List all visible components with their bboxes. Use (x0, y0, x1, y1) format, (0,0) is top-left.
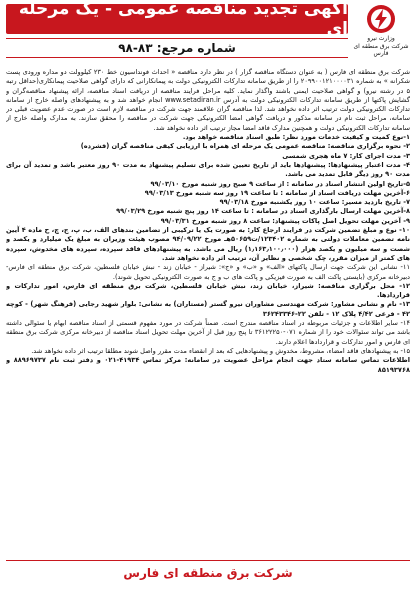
item-13: ۱۳- نام و نشانی مشاور: شرکت مهندسی مشاوران نیرو گستر (مستاران) به نشانی: بلوار شهید رجایی (فرهنگ شهر) - کوچه ۴۲ - فرعی ۴/۴۲ پلاک ۱۲ - تلفن ۲۲-۳۶۲۴۳۳۴۶ (6, 300, 410, 318)
page-title: آگهی تجدید مناقصه عمومی - یک مرحله ای (6, 4, 348, 34)
item-15: ۱۵- به پیشنهادهای فاقد امضاء، مشروط، مخدوش و پیشنهادهایی که بعد از انقضاء مدت مقرر واصل شوند مطلقا ترتیب اثر داده نخواهد شد. (31, 346, 410, 355)
item-7: ۷- تاریخ بازدید مسیر: ساعت ۱۰ روز یکشنبه مورخ ۹۹/۰۳/۱۸ (219, 198, 410, 207)
reference-number: شماره مرجع: ۸۳-۹۸ (6, 38, 348, 58)
logo-text-line1: وزارت نیرو (367, 35, 395, 42)
company-logo (352, 4, 410, 60)
logo-text-line2: شرکت برق منطقه ای فارس (353, 43, 409, 57)
item-9: ۹- آخرین مهلت تحویل اصل پاکات پیشنهاد: ساعت ۸ روز شنبه مورخ ۹۹/۰۳/۳۱ (160, 216, 410, 225)
intro-paragraph: شرکت برق منطقه ای فارس ( به عنوان دستگاه مناقصه گزار ) در نظر دارد مناقصه « احداث فونداسیون خط ۲۳۰ کیلوولت دو مداره ورودی پست شکرانه » به شماره ۲۰۹۹۰۰۱۲۱۰۰۰۰۳۱ را از طریق سامانه تدارکات الکترونیکی دولت به پیمانکارانی که دارای گواهی صلاحیت پیمانکاری(حداقل رتبه ۵ در رشته نیرو) و گواهی صلاحیت ایمنی باشند واگذار نماید. کلیه مراحل فرایند مناقصه از دریافت اسناد مناقصه، ارائه پیشنهاد مناقصه‌گران و گشایش پاکتها از طریق سامانه تدارکات الکترونیکی دولت به آدرس www.setadiran.ir انجام خواهد شد و به پیشنهادهای واصله خارج از سامانه تدارکات الکترونیکی دولت ترتیب اثر داده نخواهد شد. لذا مناقصه گران علاقمند جهت شرکت در مناقصه لازم است در صورت عدم عضویت قبلی در سامانه، مراحل ثبت نام در سامانه مذکور و دریافت گواهی امضا الکترونیکی جهت شرکت در مناقصه را محقق سازند. به مدارک واصله خارج از سامانه تدارکات الکترونیکی دولت و همچنین مدارک فاقد امضا مجاز ترتیب اثر داده نخواهد شد. (6, 68, 410, 132)
electric-company-logo-icon (366, 4, 396, 34)
item-2: ۲- نحوه برگزاری مناقصه: مناقصه عمومی یک مرحله ای همراه با ارزیابی کیفی مناقصه گران (فشرده) (80, 142, 410, 151)
item-14: ۱۴- سایر اطلاعات و جزئیات مربوطه در اسناد مناقصه مندرج است. ضمناً شرکت در مورد مفهوم قسمتی از اسناد مناقصه ابهام یا سئوالی داشته باشد می تواند سئوالات خود را از شماره ۰۷۱-۳۶۱۲۲۲۵۰ تا پنج روز قبل از آخرین مهلت تحویل اسناد مناقصه از دبیرخانه مرکزی شرکت برق منطقه ای فارس و امور تدارکات و قراردادها اعلام دارند. (6, 319, 410, 346)
item-10: ۱۰- نوع و مبلغ تضمین شرکت در فرایند ارجاع کار: به صورت یک یا ترکیبی از تضامین بندهای الف، ب، پ، ج، چ، ح ماده ۴ آیین نامه تضمین معاملات دولتی به شماره ۱۲۳۴۰۲/ت۵۰۶۵۹هـ مورخ ۹۴/۰۹/۲۲ مصوب هیئت وزیران به مبلغ یک میلیارد و یکصد و شصت و سه میلیون و یکصد هزار (۱٫۱۶۳٫۱۰۰٫۰۰۰) ریال می باشد. به پیشنهادهای فاقد سپرده، سپرده های مخدوش، سپرده های کمتر از میزان مقرر، چک شخصی و نظایر آن، ترتیب اثر داده نخواهد شد. (6, 226, 410, 262)
item-12: ۱۲- محل برگزاری مناقصه: شیراز، خیابان زند، نبش خیابان فلسطین، شرکت برق منطقه ای فارس، امور تدارکات و قراردادها. (6, 281, 410, 300)
title-box (6, 0, 348, 58)
tender-body (6, 68, 410, 552)
item-4: ۴- مدت اعتبار پیشنهادها: پیشنهادها باید از تاریخ تعیین شده برای تسلیم پیشنهاد به مدت ۹۰ روز معتبر باشد و تمدید آن برای مدت ۹۰ روز دیگر قابل تمدید می باشد. (6, 160, 410, 179)
footer-company-name: شرکت برق منطقه ای فارس (6, 560, 410, 585)
item-11: ۱۱- نشانی این شرکت جهت ارسال پاکتهای «الف» و «ب» و «ج»: شیراز - خیابان زند - نبش خیابان فلسطین، شرکت برق منطقه ای فارس- دبیرخانه مرکزی (بایستی پاکت الف به صورت فیزیکی و پاکت های ب و ج به صورت الکترونیکی تحویل شوند). (6, 263, 410, 281)
contact-info: اطلاعات تماس سامانه ستاد جهت انجام مراحل عضویت در سامانه: مرکز تماس ۴۱۹۳۴-۰۲۱ و دفتر ثبت نام ۸۸۹۶۹۷۳۷ و ۸۵۱۹۳۷۶۸ (6, 356, 410, 374)
item-1: ۱-نوع کمیت و کیفیت خدمات مورد نظر: طبق اسناد مناقصه خواهد بود. (182, 133, 410, 142)
item-6: ۶-آخرین مهلت دریافت اسناد از سامانه : تا ساعت ۱۹ روز سه شنبه مورخ ۹۹/۰۳/۱۳ (144, 188, 410, 197)
item-3: ۳- مدت اجرای کار: ۷ ماه هجری شمسی (282, 151, 410, 160)
header (6, 0, 410, 64)
item-8: ۸-آخرین مهلت ارسال بارگذاری اسناد در سامانه : تا ساعت ۱۴ روز پنج شنبه مورخ ۹۹/۰۳/۲۹ (116, 207, 410, 216)
item-5: ۵-تاریخ اولین انتشار اسناد در سامانه : از ساعت ۹ صبح روز شنبه مورخ ۹۹/۰۳/۱۰ (150, 179, 410, 188)
